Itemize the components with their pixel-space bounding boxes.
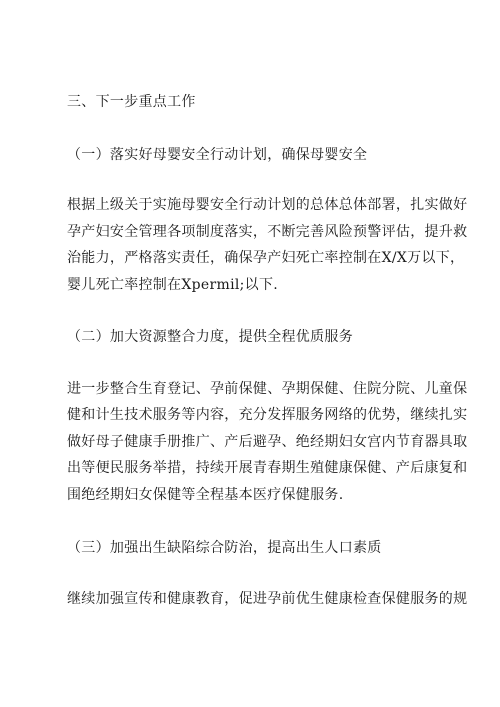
subsection-heading-2: （二）加大资源整合力度，提供全程优质服务 (67, 329, 353, 345)
paragraph-2-line-3: 做好母子健康手册推广、产后避孕、绝经期妇女宫内节育器具取 (67, 434, 468, 450)
section-heading: 三、下一步重点工作 (67, 94, 196, 110)
paragraph-2-line-5: 围绝经期妇女保健等全程基本医疗保健服务. (67, 487, 344, 503)
paragraph-2-line-4: 出等便民服务举措，持续开展青春期生殖健康保健、产后康复和 (67, 460, 468, 476)
paragraph-2-line-2: 健和计生技术服务等内容，充分发挥服务网络的优势，继续扎实 (67, 407, 468, 423)
paragraph-2-line-1: 进一步整合生育登记、孕前保健、孕期保健、住院分院、儿童保 (67, 381, 468, 397)
paragraph-1-line-1: 根据上级关于实施母婴安全行动计划的总体总体部署，扎实做好 (67, 197, 468, 213)
subsection-heading-1: （一）落实好母婴安全行动计划，确保母婴安全 (67, 147, 368, 163)
paragraph-3-line-1: 继续加强宣传和健康教育，促进孕前优生健康检查保健服务的规 (67, 591, 468, 607)
paragraph-1-line-3: 治能力，严格落实责任，确保孕产妇死亡率控制在X/X万以下， (67, 250, 465, 266)
subsection-heading-3: （三）加强出生缺陷综合防治，提高出生人口素质 (67, 540, 382, 556)
paragraph-1-line-4: 婴儿死亡率控制在Xpermil;以下. (67, 277, 279, 293)
paragraph-1-line-2: 孕产妇安全管理各项制度落实，不断完善风险预警评估，提升救 (67, 224, 468, 240)
